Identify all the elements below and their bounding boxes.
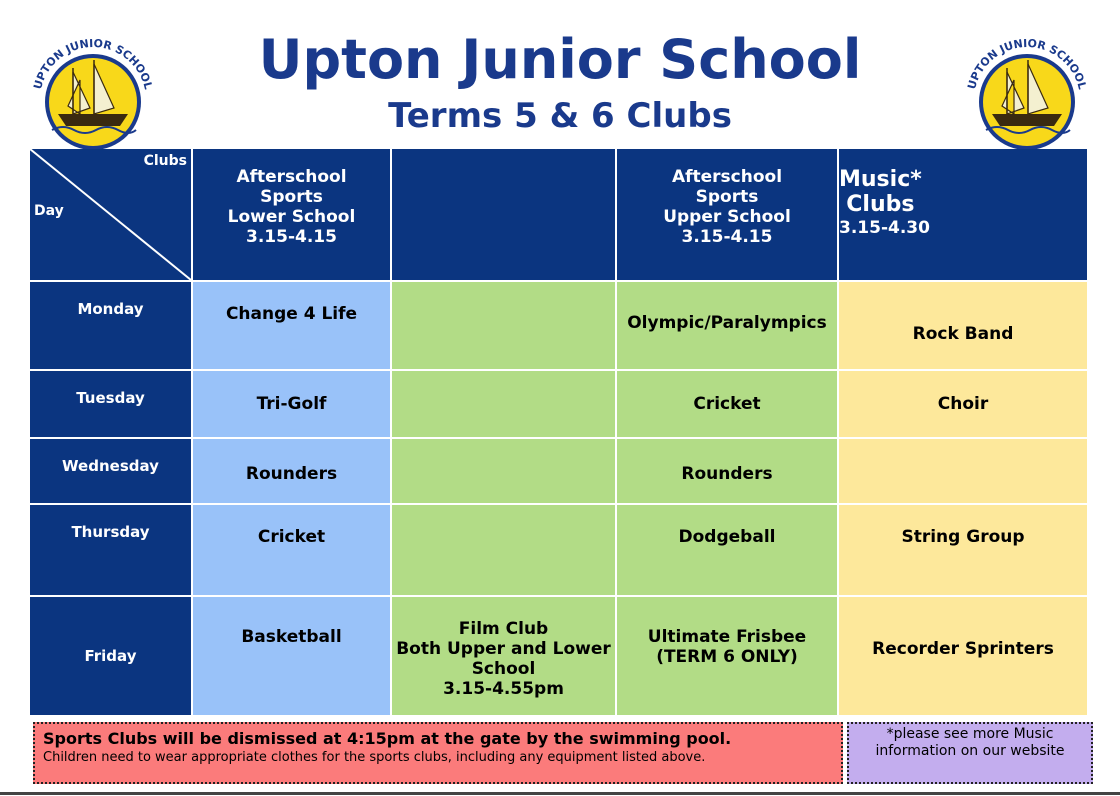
page-subtitle: Terms 5 & 6 Clubs bbox=[388, 96, 732, 136]
day-tuesday: Tuesday bbox=[30, 371, 191, 437]
cell-tuesday-upper: Cricket bbox=[617, 371, 837, 437]
day-wednesday: Wednesday bbox=[30, 439, 191, 503]
page-title: Upton Junior School bbox=[258, 28, 862, 91]
header-upper-school-sports: Afterschool Sports Upper School 3.15-4.15 bbox=[617, 149, 837, 280]
cell-thursday-film bbox=[392, 505, 615, 595]
music-clubs-time: 3.15-4.30 bbox=[839, 218, 930, 238]
cell-monday-film bbox=[392, 282, 615, 369]
cell-tuesday-film bbox=[392, 371, 615, 437]
day-friday: Friday bbox=[30, 597, 191, 715]
day-monday: Monday bbox=[30, 282, 191, 369]
cell-friday-upper: Ultimate Frisbee (TERM 6 ONLY) bbox=[617, 597, 837, 715]
cell-monday-music: Rock Band bbox=[839, 282, 1087, 369]
corner-header bbox=[30, 149, 191, 280]
cell-wednesday-film bbox=[392, 439, 615, 503]
cell-friday-film-club: Film Club Both Upper and Lower School 3.15-4.55pm bbox=[392, 597, 615, 715]
sports-dismissal-bold: Sports Clubs will be dismissed at 4:15pm at the gate by the swimming pool. bbox=[43, 729, 732, 748]
header-lower-school-sports: Afterschool Sports Lower School 3.15-4.15 bbox=[193, 149, 390, 280]
corner-day-label: Day bbox=[34, 203, 64, 219]
corner-clubs-label: Clubs bbox=[143, 153, 187, 169]
cell-tuesday-lower: Tri-Golf bbox=[193, 371, 390, 437]
logo-text: UPTON JUNIOR SCHOOL bbox=[965, 36, 1089, 91]
cell-monday-lower: Change 4 Life bbox=[193, 282, 390, 369]
sports-dismissal-note bbox=[33, 722, 843, 784]
cell-wednesday-lower: Rounders bbox=[193, 439, 390, 503]
header-empty bbox=[392, 149, 615, 280]
cell-thursday-upper: Dodgeball bbox=[617, 505, 837, 595]
bottom-divider bbox=[0, 792, 1120, 795]
cell-wednesday-music bbox=[839, 439, 1087, 503]
logo-text: UPTON JUNIOR SCHOOL bbox=[31, 36, 155, 91]
header-music-clubs bbox=[839, 149, 1087, 280]
cell-thursday-music: String Group bbox=[839, 505, 1087, 595]
cell-friday-music: Recorder Sprinters bbox=[839, 597, 1087, 715]
cell-friday-lower: Basketball bbox=[193, 597, 390, 715]
cell-thursday-lower: Cricket bbox=[193, 505, 390, 595]
day-thursday: Thursday bbox=[30, 505, 191, 595]
music-clubs-title: Music* Clubs bbox=[839, 167, 922, 217]
cell-monday-upper: Olympic/Paralympics bbox=[617, 282, 837, 369]
cell-tuesday-music: Choir bbox=[839, 371, 1087, 437]
music-website-note: *please see more Music information on our website bbox=[847, 722, 1093, 784]
cell-wednesday-upper: Rounders bbox=[617, 439, 837, 503]
sports-clothing-note: Children need to wear appropriate clothes for the sports clubs, including any equipment listed above. bbox=[43, 750, 706, 765]
